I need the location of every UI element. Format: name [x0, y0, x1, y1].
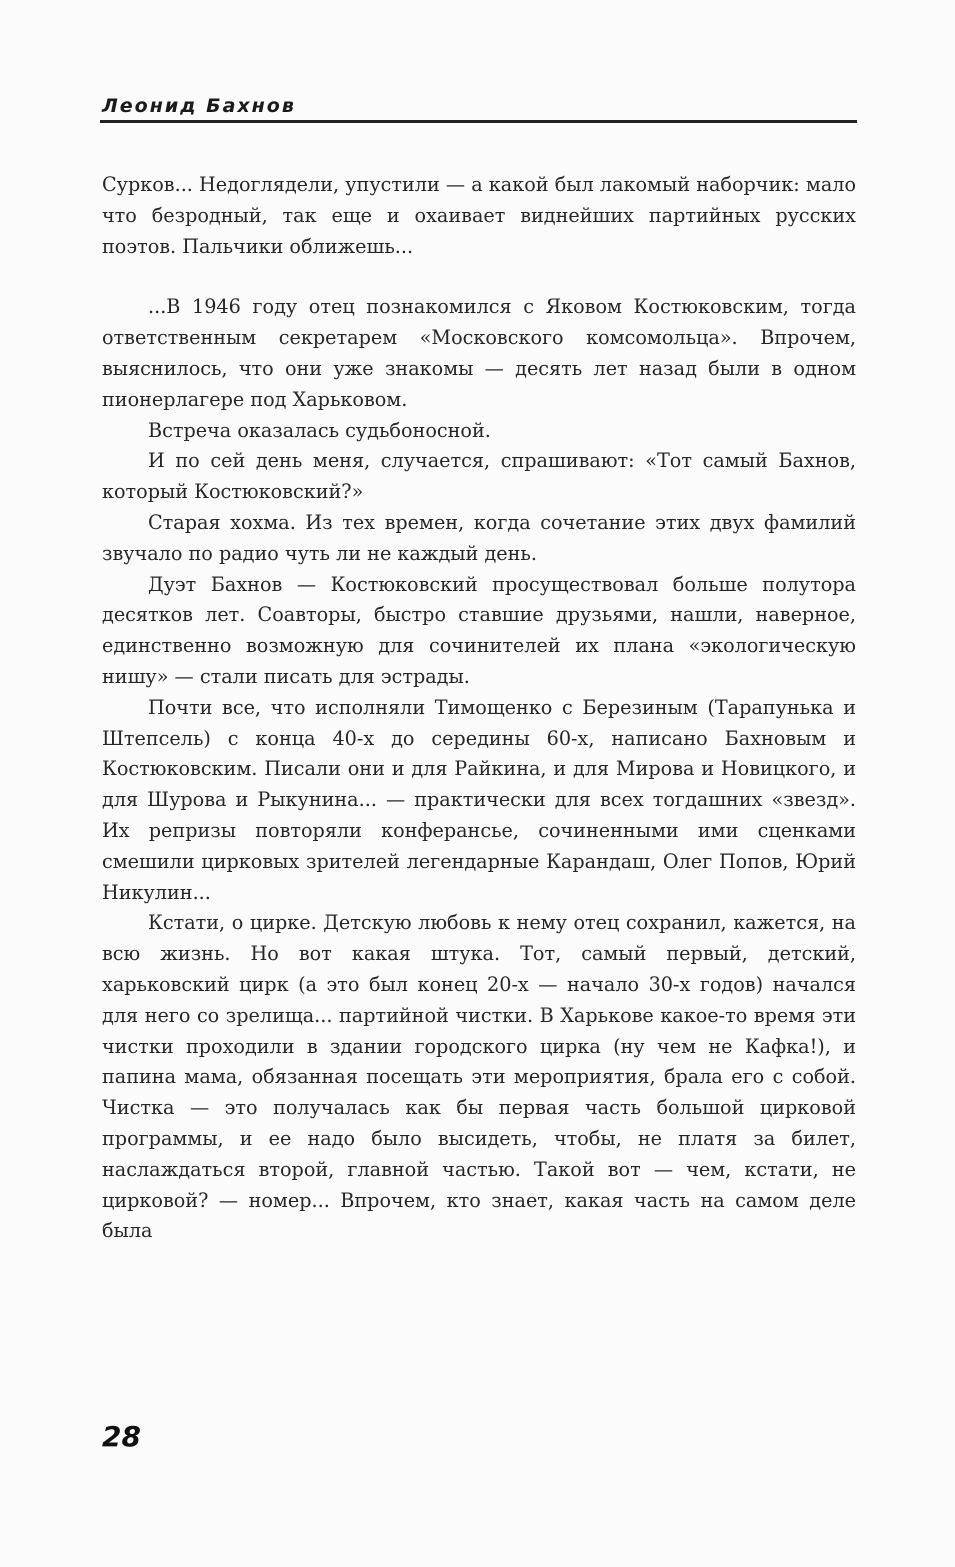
paragraph: И по сей день меня, случается, спрашивают: «Тот самый Бахнов, который Костюковский?»: [102, 449, 856, 504]
running-header: [100, 92, 857, 123]
paragraph: ...В 1946 году отец познакомился с Яковом Костюковским, тогда ответственным секретарем «Московского комсомольца». Впрочем, выяснилось, что они уже знакомы — десять лет назад были в одном пионерлагере под Харьковом.: [102, 295, 856, 411]
paragraph: Почти все, что исполняли Тимощенко с Березиным (Тарапунька и Штепсель) с конца 40-х до середины 60-х, написано Бахновым и Костюковским. Писали они и для Райкина, и для Мирова и Новицкого, и для Шурова и Рыкунина... — практически для всех тогдашних «звезд». Их репризы повторяли конферансье, сочиненными ими сценками смешили цирковых зрителей легендарные Карандаш, Олег Попов, Юрий Никулин...: [102, 695, 856, 904]
paragraph: Старая хохма. Из тех времен, когда сочетание этих двух фамилий звучало по радио чуть ли не каждый день.: [102, 510, 856, 565]
paragraph: Сурков... Недоглядели, упустили — а какой был лакомый наборчик: мало что безродный, так еще и охаивает виднейших партийных русских поэтов. Пальчики оближешь...: [102, 173, 856, 258]
body-text: [102, 170, 856, 1247]
paragraph: Дуэт Бахнов — Костюковский просуществовал больше полутора десятков лет. Соавторы, быстро ставшие друзьями, нашли, наверное, единственно возможную для сочинителей их плана «экологическую нишу» — стали писать для эстрады.: [102, 572, 856, 688]
page-number: 28: [102, 1420, 141, 1453]
running-header-title: Леонид Бахнов: [102, 95, 296, 117]
paragraph: Встреча оказалась судьбоносной.: [148, 418, 491, 442]
paragraph: Кстати, о цирке. Детскую любовь к нему отец сохранил, кажется, на всю жизнь. Но вот какая штука. Тот, самый первый, детский, харьковский цирк (а это был конец 20-х — начало 30-х годов) начался для него со зрелища... партийной чистки. В Харькове какое-то время эти чистки проходили в здании городского цирка (ну чем не Кафка!), и папина мама, обязанная посещать эти мероприятия, брала его с собой. Чистка — это получалась как бы первая часть большой цирковой программы, и ее надо было высидеть, чтобы, не платя за билет, наслаждаться второй, главной частью. Такой вот — чем, кстати, не цирковой? — номер... Впрочем, кто знает, какая часть на самом деле была: [102, 911, 856, 1243]
